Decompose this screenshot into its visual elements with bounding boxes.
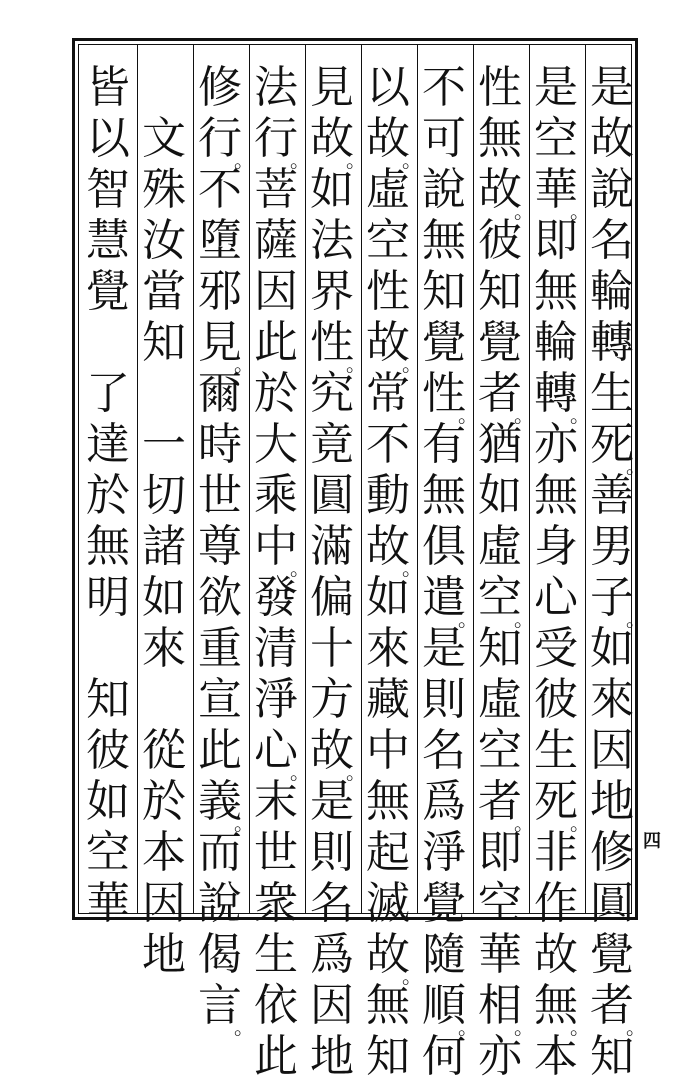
glyph: 達 [86,419,130,470]
glyph: 知 [366,1031,410,1082]
glyph: 無 。 [534,980,590,1039]
glyph: 無 [86,521,130,572]
glyph: 名 [590,215,634,266]
punctuation-mark: 。 [458,403,478,427]
glyph: 來 [142,623,186,674]
glyph: 不 [198,164,242,215]
glyph: 如 [310,164,354,215]
punctuation-mark: 。 [514,403,534,427]
glyph: 說 [422,164,466,215]
glyph: 修 [590,827,634,878]
punctuation-mark: 。 [514,199,534,223]
glyph: 空 [478,725,522,776]
punctuation-mark: 。 [234,1015,254,1039]
glyph: 無 [534,470,578,521]
glyph: 即 [478,827,522,878]
punctuation-mark: 。 [402,556,422,580]
glyph: 故 。 [366,113,422,172]
glyph: 大 [254,419,298,470]
glyph: 於 [86,470,130,521]
text-column-6 [306,62,366,1082]
glyph: 淨 [254,674,298,725]
glyph: 空 [478,878,522,929]
glyph: 因 [310,980,354,1031]
glyph: 虛 [478,521,522,572]
glyph: 明 [86,572,130,623]
glyph: 彼 [534,674,578,725]
glyph: 此 [254,317,298,368]
glyph: 依 [254,980,298,1031]
glyph: 如 [142,572,186,623]
glyph: 中 。 [254,521,310,580]
glyph: 空 [366,215,410,266]
glyph: 尊 [198,521,242,572]
glyph: 轉 。 [534,368,590,427]
glyph: 死 。 [534,776,590,835]
glyph: 心 。 [254,725,310,784]
glyph: 死 。 [590,419,646,478]
glyph: 文 [142,113,186,164]
glyph: 中 [366,725,410,776]
text-column-1 [586,62,646,1082]
glyph: 行 。 [198,113,254,172]
glyph: 何 [422,1031,466,1082]
glyph: 墮 [198,215,242,266]
glyph: 遣 。 [422,572,478,631]
glyph: 生 [534,725,578,776]
punctuation-mark: 。 [346,352,366,376]
glyph: 覺 [86,266,130,317]
glyph: 宣 [198,674,242,725]
glyph: 心 [534,572,578,623]
glyph: 偈 [198,929,242,980]
glyph: 性 [366,266,410,317]
glyph: 男 [590,521,634,572]
glyph: 性 [478,62,522,113]
glyph: 非 [534,827,578,878]
glyph: 起 [366,827,410,878]
text-column-7 [250,62,310,1082]
glyph: 無 [366,980,410,1031]
glyph: 有 [422,419,466,470]
punctuation-mark: 。 [570,403,590,427]
glyph: 一 [142,419,186,470]
glyph: 皆 [86,62,130,113]
glyph: 偏 [310,572,354,623]
text-column-4 [418,62,478,1082]
glyph: 華 [86,878,130,929]
glyph: 是 [310,776,354,827]
glyph: 菩 [254,164,298,215]
text-column-8 [194,62,254,1039]
glyph: 方 [310,674,354,725]
glyph: 故 。 [366,317,422,376]
column-gap [82,623,134,674]
punctuation-mark: 。 [402,964,422,988]
glyph: 不 [422,62,466,113]
punctuation-mark: 。 [234,811,254,835]
text-column-3 [474,62,534,1082]
glyph: 十 [310,623,354,674]
glyph: 覺 [422,878,466,929]
glyph: 重 [198,623,242,674]
glyph: 發 [254,572,298,623]
glyph: 因 [142,878,186,929]
glyph: 亦 [478,1031,522,1082]
glyph: 爲 [310,929,354,980]
glyph: 以 [366,62,410,113]
glyph: 者 。 [478,368,534,427]
punctuation-mark: 。 [570,199,590,223]
glyph: 末 [254,776,298,827]
punctuation-mark: 。 [458,607,478,631]
glyph: 作 [534,878,578,929]
glyph: 華 。 [534,164,590,223]
glyph: 此 [254,1031,298,1082]
glyph: 故 [590,113,634,164]
glyph: 空 [86,827,130,878]
glyph: 動 [366,470,410,521]
glyph: 俱 [422,521,466,572]
glyph: 法 [254,62,298,113]
glyph: 當 [142,266,186,317]
glyph: 淨 [422,827,466,878]
glyph: 因 [254,266,298,317]
glyph: 圓 [590,878,634,929]
glyph: 輪 [590,266,634,317]
glyph: 智 [86,164,130,215]
page-number: 四 [643,831,661,852]
glyph: 空 [534,113,578,164]
punctuation-mark: 。 [290,148,310,172]
glyph: 知 [142,317,186,368]
glyph: 故 。 [478,164,534,223]
glyph: 無 [534,266,578,317]
column-gap [138,62,190,113]
glyph: 身 [534,521,578,572]
glyph: 受 [534,623,578,674]
glyph: 彼 [86,725,130,776]
glyph: 欲 [198,572,242,623]
glyph: 性 。 [310,317,366,376]
glyph: 言 。 [198,980,254,1039]
glyph: 生 [590,368,634,419]
glyph: 而 [198,827,242,878]
glyph: 則 [310,827,354,878]
glyph: 時 [198,419,242,470]
column-gap [82,317,134,368]
glyph: 知 [422,266,466,317]
glyph: 竟 [310,419,354,470]
glyph: 則 [422,674,466,725]
glyph: 地 [590,776,634,827]
glyph: 爲 [422,776,466,827]
glyph: 子 。 [590,572,646,631]
glyph: 輪 [534,317,578,368]
glyph: 此 [198,725,242,776]
glyph: 不 [366,419,410,470]
glyph: 薩 [254,215,298,266]
glyph: 順 。 [422,980,478,1039]
glyph: 虛 [478,674,522,725]
glyph: 衆 [254,878,298,929]
punctuation-mark: 。 [514,607,534,631]
glyph: 來 [590,674,634,725]
punctuation-mark: 。 [402,352,422,376]
glyph: 者 。 [590,980,646,1039]
glyph: 隨 [422,929,466,980]
punctuation-mark: 。 [290,760,310,784]
punctuation-mark: 。 [346,148,366,172]
glyph: 故 。 [310,725,366,784]
glyph: 於 [254,368,298,419]
glyph: 說 [590,164,634,215]
glyph: 猶 [478,419,522,470]
glyph: 行 。 [254,113,310,172]
glyph: 相 。 [478,980,534,1039]
glyph: 於 [142,776,186,827]
verse-column-2 [82,62,134,929]
glyph: 清 [254,623,298,674]
punctuation-mark: 。 [626,607,646,631]
glyph: 修 [198,62,242,113]
glyph: 來 [366,623,410,674]
glyph: 覺 [590,929,634,980]
punctuation-mark: 。 [234,148,254,172]
glyph: 如 [86,776,130,827]
glyph: 無 [478,113,522,164]
glyph: 知 [478,266,522,317]
punctuation-mark: 。 [346,760,366,784]
glyph: 亦 [534,419,578,470]
glyph: 彼 [478,215,522,266]
punctuation-mark: 。 [626,454,646,478]
glyph: 邪 [198,266,242,317]
glyph: 空 。 [478,572,534,631]
punctuation-mark: 。 [570,811,590,835]
glyph: 本 [142,827,186,878]
glyph: 爾 [198,368,242,419]
verse-column-1 [138,62,190,980]
glyph: 藏 [366,674,410,725]
glyph: 無 [422,215,466,266]
glyph: 界 [310,266,354,317]
glyph: 故 。 [366,929,422,988]
glyph: 可 [422,113,466,164]
punctuation-mark: 。 [570,1015,590,1039]
glyph: 世 [198,470,242,521]
glyph: 見 [310,62,354,113]
punctuation-mark: 。 [514,811,534,835]
punctuation-mark: 。 [626,1015,646,1039]
glyph: 世 [254,827,298,878]
punctuation-mark: 。 [290,556,310,580]
glyph: 說 [198,878,242,929]
glyph: 故 。 [310,113,366,172]
glyph: 是 [534,62,578,113]
glyph: 覺 [478,317,522,368]
glyph: 地 [310,1031,354,1082]
glyph: 虛 [366,164,410,215]
glyph: 以 [86,113,130,164]
glyph: 是 [590,62,634,113]
glyph: 無 [366,776,410,827]
glyph: 華 [478,929,522,980]
glyph: 因 [590,725,634,776]
glyph: 地 [142,929,186,980]
glyph: 即 [534,215,578,266]
glyph: 如 [478,470,522,521]
glyph: 知 [478,623,522,674]
glyph: 究 [310,368,354,419]
glyph: 諸 [142,521,186,572]
glyph: 無 [422,470,466,521]
glyph: 名 [422,725,466,776]
glyph: 圓 [310,470,354,521]
glyph: 殊 [142,164,186,215]
glyph: 慧 [86,215,130,266]
glyph: 了 [86,368,130,419]
glyph: 知 [86,674,130,725]
glyph: 義 。 [198,776,254,835]
text-column-5 [362,62,422,1082]
glyph: 從 [142,725,186,776]
glyph: 轉 [590,317,634,368]
text-column-2 [530,62,590,1082]
punctuation-mark: 。 [458,1015,478,1039]
glyph: 者 。 [478,776,534,835]
glyph: 如 [366,572,410,623]
glyph: 見 。 [198,317,254,376]
punctuation-mark: 。 [402,148,422,172]
glyph: 滿 [310,521,354,572]
glyph: 性 。 [422,368,478,427]
column-gap [138,368,190,419]
punctuation-mark: 。 [234,352,254,376]
glyph: 生 [254,929,298,980]
glyph: 如 [590,623,634,674]
glyph: 善 [590,470,634,521]
glyph: 本 [534,1031,578,1082]
glyph: 滅 [366,878,410,929]
glyph: 覺 [422,317,466,368]
glyph: 是 [422,623,466,674]
glyph: 名 [310,878,354,929]
column-gap [138,674,190,725]
glyph: 切 [142,470,186,521]
glyph: 故 [534,929,578,980]
glyph: 汝 [142,215,186,266]
glyph: 故 。 [366,521,422,580]
glyph: 知 [590,1031,634,1082]
glyph: 法 [310,215,354,266]
punctuation-mark: 。 [514,1015,534,1039]
glyph: 常 [366,368,410,419]
glyph: 乘 [254,470,298,521]
